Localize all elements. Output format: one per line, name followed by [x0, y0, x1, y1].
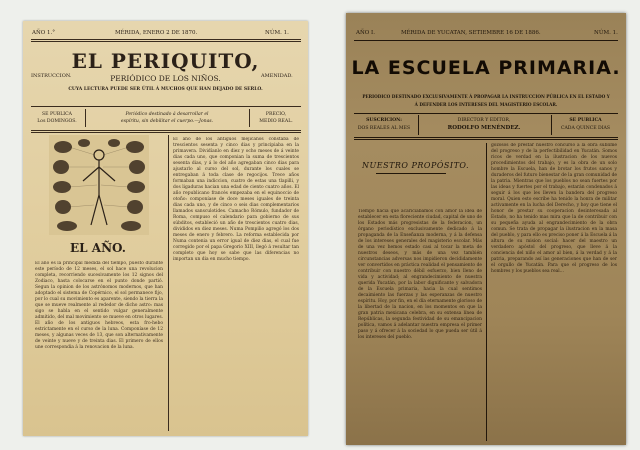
left-column-2-text: El año de los antiguos mejicanos constaba de trescientos sesenta y cinco dias y principiaba en la primavera. Dividíanlo en diez y ocho meses de á veinte dias cada uno, que componian la suma de trescientos sesenta dias, y á lo del año agregaban cinco dias para ajustarlo al curso del sol, durante los cuales se entregaban á toda clase de regocijos. Trece años formaban una indiccion, cuatro de estas una tlapilli, y dos ligaduras hacian una edad de ciento cuatro años. El año republicano francés empezaba en el equinoccio de otoño: componíase de doce meses iguales de treinta dias cada uno, y de cinco o seis dias complementarios llamados sansculotides. Camacho Rómulo, fundador de Roma, compuso el calendario para gobierno de sus súbditos, estableció un año de trescientos cuatro dias, divididos en diez meses. Numa Pompilio agregó los dos meses de enero y febrero. La reforma establecida por Numa contenia un error igual de diez dias, el cual fue corregido por el papa Gregorio XIII, llegó á resultar tan completo que hoy se sabe que las diferencias no importan un dia en mucho tiempo. — [173, 137, 299, 262]
left-price-2: MEDIO REAL. — [259, 119, 293, 124]
left-date-label: MÉRIDA, ENERO 2 DE 1870. — [115, 30, 198, 36]
right-column-2-text: gozosos de prestar nuestro concurso á la obra sublime del progreso y de la perfectibilidad en Yucatán. Somos ricos de verdad en la ilustracion de los nuevos procedimientos del trabajo, y es la obra de un solo hombre la Escuela, han de brotar los frutos sanos y duraderos del futuro bienestar de la gran comunidad de la patria. Mientras que los pueblos no sean fuertes por las ideas y fuertes por el trabajo, estarán condenados á seguir á los que les lleven la bandera del progreso moral. Quien esto escribe ha tenido la honra de militar activamente en la lucha del Derecho, y hoy que tiene el honor de prestar su cooperacion desinteresada al Estado, no ha tenido mas mira que la de contribuir con su pequeña ayuda al engrandecimiento de la obra comun. Se trata de propagar la ilustracion en la masa del pueblo, y para ello es preciso poner á la Escuela á la altura de su mision social: hacer del maestro un verdadero apóstol del progreso, que lleve á la conciencia del niño el amor al bien, á la verdad y á la patria, preparando así las generaciones que han de ser el orgullo de Yucatán. Para que el progreso de los hombres y los pueblos sea real... — [491, 143, 617, 274]
left-masthead-title: EL PERIQUITO, — [71, 49, 260, 73]
right-director-name: RODOLFO MENÉNDEZ. — [447, 125, 521, 131]
article-heading: NUESTRO PROPÓSITO. — [362, 161, 470, 170]
la-escuela-primaria-page — [346, 13, 626, 445]
right-year-label: AÑO I. — [356, 30, 375, 36]
left-box-center-2: espíritu, sin debilitar el cuerpo.—Jonas. — [120, 119, 214, 124]
right-subtitle-line-1: PERIODICO DESTINADO EXCLUSIVAMENTE Á PROPAGAR LA INSTRUCCION PÚBLICA EN EL ESTADO Y — [362, 94, 610, 99]
right-director-label: DIRECTOR Y EDITOR, — [457, 118, 511, 123]
el-periquito-page — [23, 21, 308, 436]
right-subscription-price: DOS REALES AL MES — [357, 126, 411, 131]
left-motto: CUYA LECTURA PUEDE SER ÚTIL Á MUCHOS QUE HAN DEJADO DE SERLO. — [68, 87, 263, 92]
left-masthead-subtitle: PERIÓDICO DE LOS NIÑOS. — [110, 74, 221, 83]
left-price-1: PRECIO, — [265, 112, 287, 117]
right-issue-number: NÚM. 1. — [594, 30, 618, 36]
left-publish-day-2: Los DOMINGOS. — [37, 119, 77, 124]
zodiac-man-illustration — [49, 135, 149, 235]
left-year-label: AÑO 1.° — [32, 30, 56, 36]
right-subscription-label: SUSCRICION: — [366, 118, 402, 123]
left-column-1-text: El año es la principal medida del tiempo, puesto durante este período de 12 meses, el sol hace una revolucion completa, recorriendo sucesivamente los 12 signos del Zodiaco, hasta colocarse en el punto donde partió. Segun la opinion de los astrónomos modernos, que han adoptado el sistema de Copérnico, el sol permanece fijo, por lo cual su movimiento es aparente, siendo la tierra la que se mueve realmente al rededor de dicho astro: mas sigo se habla en el sentido vulgar generalmente admitido, del mal movimiento se mueve en otros lugares. El año de los antiguos hebreos, esta fro-hebo estrictamente en el curso de la luna. Componíase de 12 meses, y algunas veces de 13, que son alternativamente de veinte y nueve y de treinta dias. El primero de ellos une correspondia á la renovacion de la luna. — [35, 261, 163, 350]
left-publish-day-1: SE PUBLICA — [42, 112, 72, 117]
right-frequency-label: SE PUBLICA — [569, 118, 602, 123]
left-side-label-instruction: INSTRUCCION. — [31, 73, 72, 79]
right-date-label: MÉRIDA DE YUCATAN, SETIEMBRE 16 DE 1886. — [401, 30, 541, 36]
zodiac-caption: EL AÑO. — [70, 241, 126, 255]
right-column-1-text: Tiempo hacia que acariciábamos con amor la idea de establecer en esta floreciente ciudad, capital de uno de los Estados más progresistas de la federacion, un órgano periodístico exclusivamente dedicado á la propaganda de la Enseñanza moderna, y á la defensa de los intereses generales del magisterio escolar. Más de una vez hemos estado casi al tocar la meta de nuestros deseos, y más de una vez también circunstancias adversas nos impidieron decididamente ver convertidos en práctica realidad el pensamiento de contribuir con nuestro débil esfuerzo, bien lleno de vida y actividad; al engrandecimiento de nuestra querida Yucatán, por la labor dignificante y salvadora de la Escuela primaria, hacia la cual sentimos decaimiento las fuerzas y las esperanzas de nuestro espíritu. Hoy, por fin, en el día eternamente glorioso de la libertad de la nacion, en los momentos en que la gran patria mexicana celebra, en su extensa línea de Repúblicas, la segunda festividad de su emancipacion política, vamos á adelantar nuestra empresa el primer paso y á ofrecer á la sociedad lo que pueda ser útil á los intereses del pueblo. — [358, 209, 482, 340]
right-subtitle-line-2: Á DEFENDER LOS INTERESES DEL MAGISTERIO ESCOLAR. — [414, 102, 558, 107]
left-issue-number: NÚM. 1. — [265, 30, 289, 36]
right-masthead-title: LA ESCUELA PRIMARIA. — [351, 57, 621, 79]
right-frequency-value: CADA QUINCE DIAS — [560, 126, 611, 131]
left-box-center-1: Periódico destinado á desarrollar el — [125, 112, 209, 117]
left-side-label-amenity: AMENIDAD. — [261, 73, 293, 79]
